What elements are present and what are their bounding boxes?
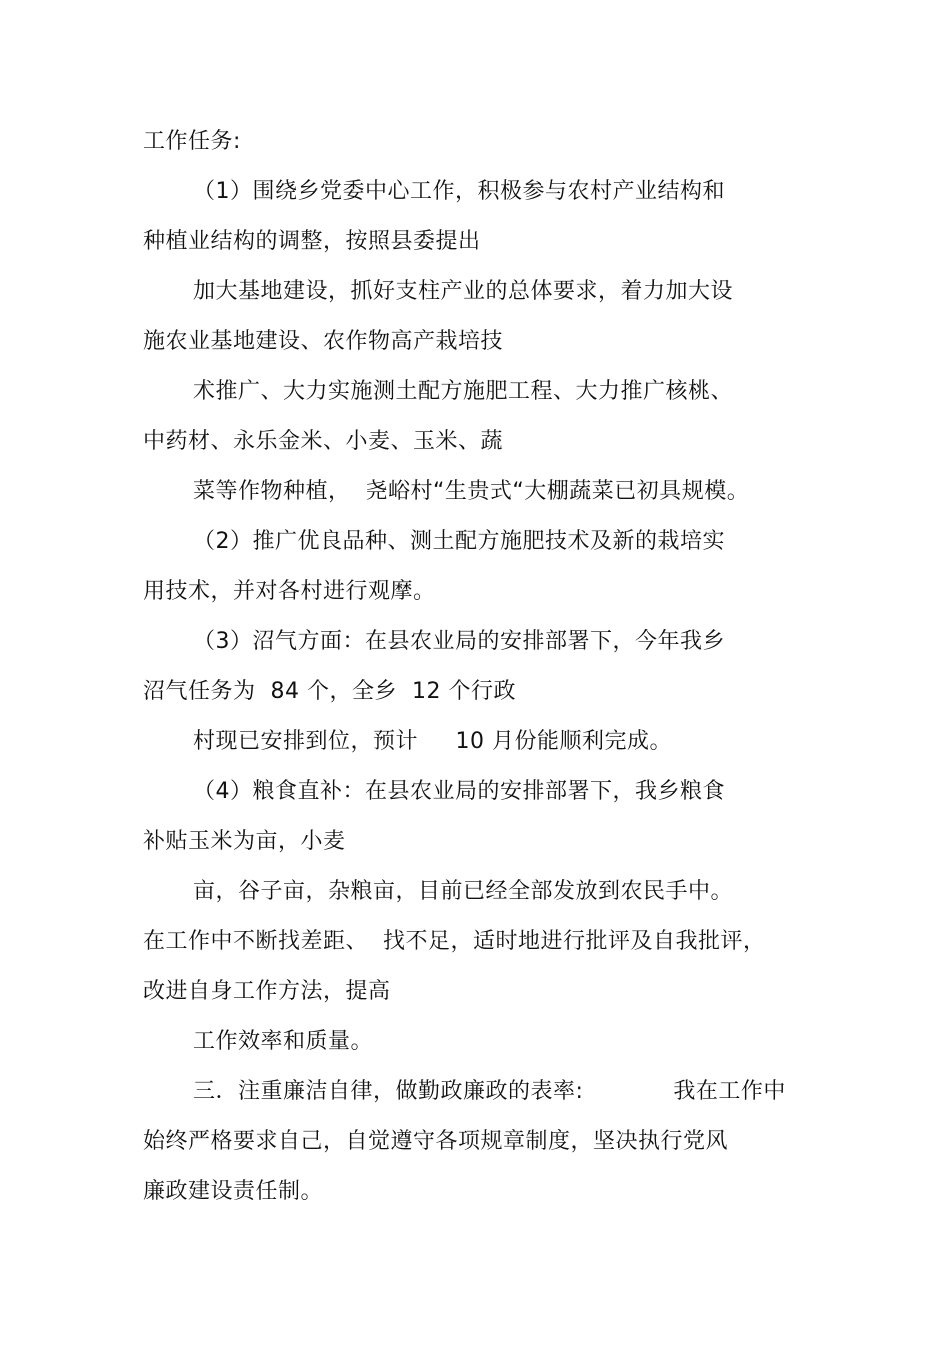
text-line: 用技术，并对各村进行观摩。 xyxy=(143,579,436,604)
text-line: 工作任务: xyxy=(143,129,241,154)
text-line: 村现已安排到位，预计 10 月份能顺利完成。 xyxy=(193,729,672,754)
text-line: （1）围绕乡党委中心工作，积极参与农村产业结构和 xyxy=(193,179,725,204)
text-line: 菜等作物种植， 尧峪村“生贵式“大棚蔬菜已初具规模。 xyxy=(193,479,750,504)
text-line: 亩，谷子亩，杂粮亩，目前已经全部发放到农民手中。 xyxy=(193,879,734,904)
text-line: 中药材、永乐金米、小麦、玉米、蔬 xyxy=(143,429,504,454)
text-line: 施农业基地建设、农作物高产栽培技 xyxy=(143,329,504,354)
text-line: 廉政建设责任制。 xyxy=(143,1179,324,1204)
text-line: 补贴玉米为亩，小麦 xyxy=(143,829,346,854)
text-line: 种植业结构的调整，按照县委提出 xyxy=(143,229,481,254)
text-line: 术推广、大力实施测土配方施肥工程、大力推广核桃、 xyxy=(193,379,734,404)
text-line: 在工作中不断找差距、 找不足，适时地进行批评及自我批评， xyxy=(143,929,766,954)
text-line: 改进自身工作方法，提高 xyxy=(143,979,391,1004)
text-line: 三．注重廉洁自律，做勤政廉政的表率: 我在工作中 xyxy=(193,1079,786,1104)
text-line: （2）推广优良品种、测土配方施肥技术及新的栽培实 xyxy=(193,529,725,554)
text-line: 始终严格要求自己，自觉遵守各项规章制度，坚决执行党风 xyxy=(143,1129,729,1154)
text-line: 加大基地建设，抓好支柱产业的总体要求，着力加大设 xyxy=(193,279,734,304)
text-line: 沼气任务为 84 个，全乡 12 个行政 xyxy=(143,679,516,704)
text-line: （4）粮食直补：在县农业局的安排部署下，我乡粮食 xyxy=(193,779,725,804)
text-line: （3）沼气方面：在县农业局的安排部署下，今年我乡 xyxy=(193,629,725,654)
text-line: 工作效率和质量。 xyxy=(193,1029,374,1054)
